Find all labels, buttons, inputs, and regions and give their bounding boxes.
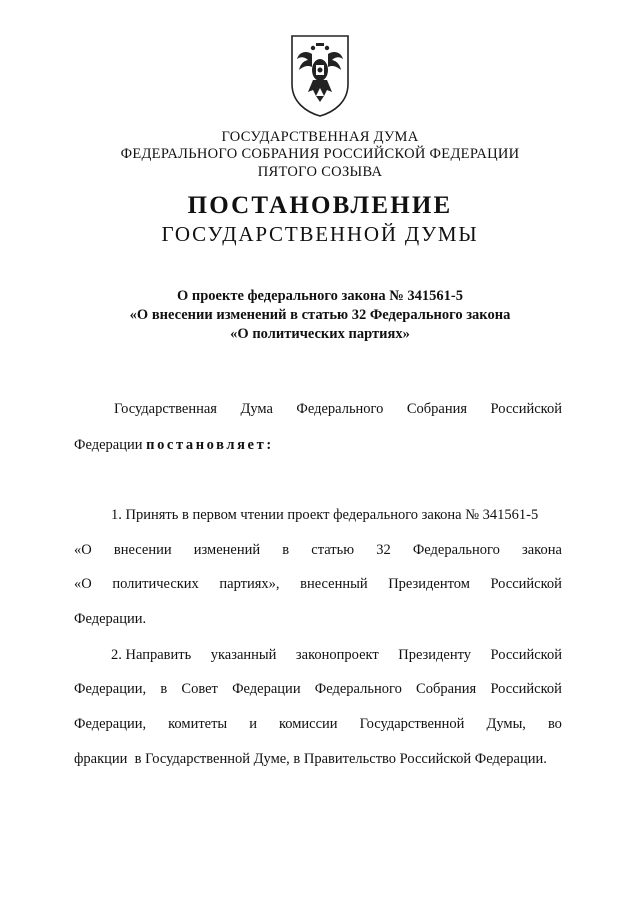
org-name-line2: ФЕДЕРАЛЬНОГО СОБРАНИЯ РОССИЙСКОЙ ФЕДЕРАЦИИ: [120, 146, 520, 162]
subject-line3: «О политических партиях»: [230, 326, 410, 342]
item1-line2: [74, 541, 562, 559]
preamble-text: Федерации: [74, 437, 147, 453]
word: статью: [311, 542, 355, 558]
document-subtitle: ГОСУДАРСТВЕННОЙ ДУМЫ: [161, 222, 479, 246]
word: Российской: [490, 576, 562, 592]
coat-of-arms-emblem: [286, 32, 354, 118]
word: Российской: [490, 647, 562, 663]
item2-line2: [74, 680, 562, 698]
item1-line3: [74, 575, 562, 593]
org-name-line1: ГОСУДАРСТВЕННАЯ ДУМА: [221, 129, 419, 145]
word: Федерации: [232, 681, 301, 697]
preamble-line1: [114, 400, 562, 418]
word: внесении: [113, 542, 172, 558]
word: в: [160, 681, 168, 697]
eagle-icon: [286, 32, 354, 118]
word: Федерального: [314, 681, 402, 697]
convocation-line: ПЯТОГО СОЗЫВА: [257, 164, 383, 180]
word: Федерации,: [74, 681, 147, 697]
item2-line4: фракции в Государственной Думе, в Правительство Российской Федерации.: [74, 751, 547, 767]
word: Президенту: [398, 647, 472, 663]
subject-line1: О проекте федерального закона № 341561-5: [176, 288, 464, 304]
word: изменений: [193, 542, 261, 558]
word: «О: [74, 576, 92, 592]
word: во: [547, 716, 562, 732]
word: в: [282, 542, 290, 558]
item2-line1: [111, 646, 562, 664]
word: комиссии: [278, 716, 338, 732]
word: Федерации,: [74, 716, 147, 732]
word: и: [249, 716, 257, 732]
item1-line4: Федерации.: [74, 611, 147, 627]
resolves-word: постановляет:: [146, 437, 274, 453]
word: Государственная: [114, 401, 217, 417]
word: Совет: [181, 681, 218, 697]
item2-line3: [74, 715, 562, 733]
word: Российской: [490, 681, 562, 697]
subject-line2: «О внесении изменений в статью 32 Федерального закона: [129, 307, 511, 323]
word: Российской: [490, 401, 562, 417]
word: «О: [74, 542, 92, 558]
word: законопроект: [295, 647, 379, 663]
word: Президентом: [388, 576, 470, 592]
word: внесенный: [300, 576, 368, 592]
word: 32: [376, 542, 391, 558]
word: указанный: [210, 647, 277, 663]
word: Думы,: [486, 716, 526, 732]
word: 2. Направить: [111, 647, 192, 663]
word: Собрания: [416, 681, 477, 697]
word: партиях»,: [219, 576, 280, 592]
item1-line1: 1. Принять в первом чтении проект федерального закона № 341561-5: [111, 507, 539, 523]
word: Собрания: [406, 401, 468, 417]
word: Государственной: [359, 716, 465, 732]
word: комитеты: [168, 716, 228, 732]
word: политических: [112, 576, 199, 592]
word: Федерального: [296, 401, 384, 417]
document-title: ПОСТАНОВЛЕНИЕ: [187, 192, 453, 219]
word: Дума: [240, 401, 273, 417]
word: Федерального: [412, 542, 500, 558]
word: закона: [522, 542, 562, 558]
preamble-line2: [74, 436, 274, 454]
